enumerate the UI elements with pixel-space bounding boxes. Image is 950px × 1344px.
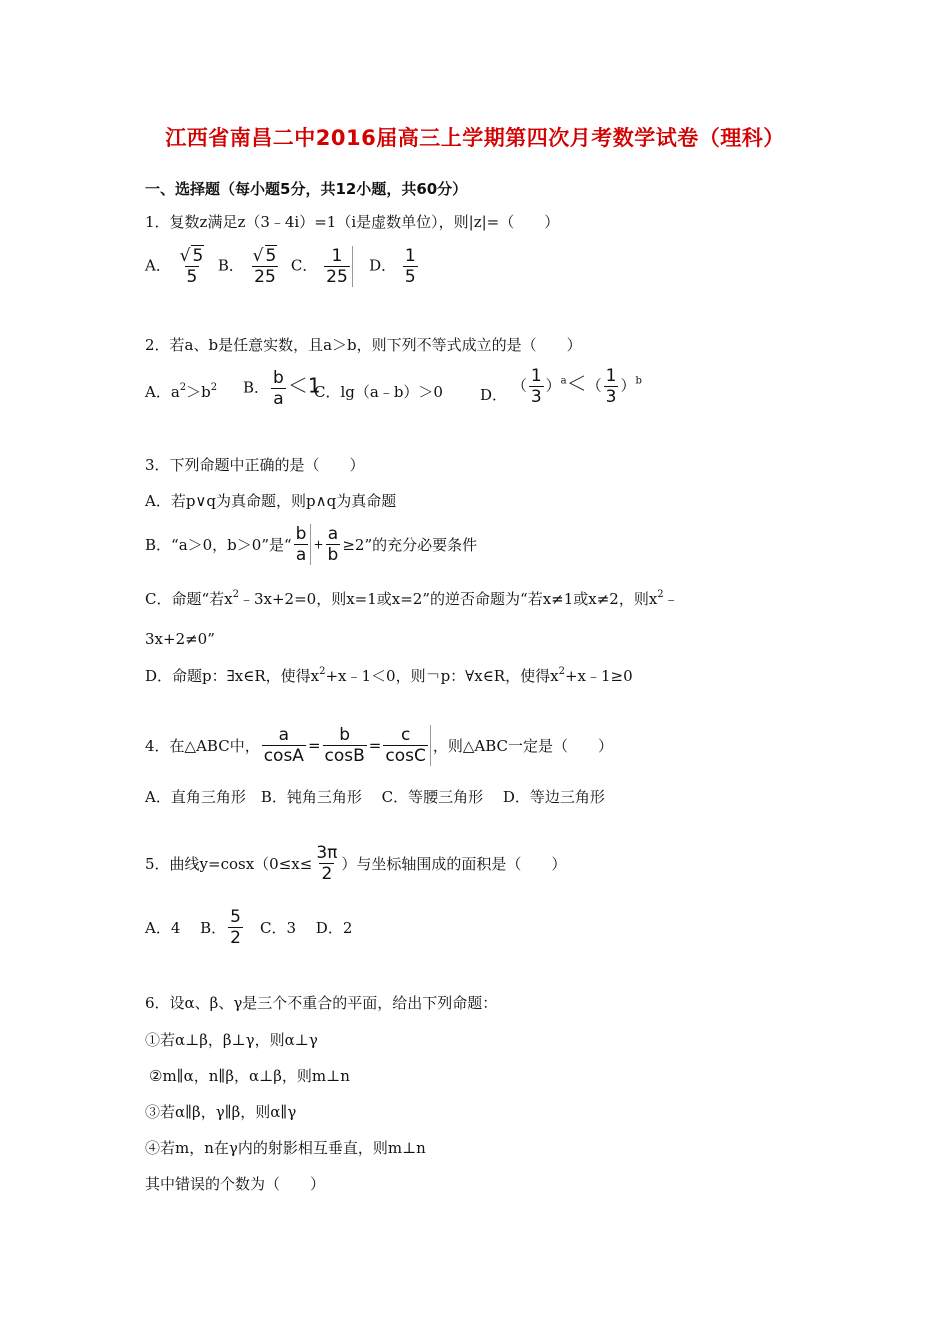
q1-option-c-fraction: $\frac{1}{25}$ [324,246,353,287]
q6-proposition-3: ③若α∥β，γ∥β，则α∥γ [145,1103,297,1121]
question-2-stem: 2．若a、b是任意实数，且a＞b，则下列不等式成立的是（ ） [145,336,582,354]
q6-proposition-2: ②m∥α，n∥β，α⊥β，则m⊥n [149,1067,350,1085]
question-4-stem: 4．在△ABC中， $\frac{a}{\cos A}$ = $\frac{b}{\cos B}$ = $\frac{c}{\cos C}$ ，则△ABC一定是（ ） [145,725,614,766]
q3-fraction-a-over-b: $\frac{a}{b}$ [327,524,339,565]
q4-fraction-a: $\frac{a}{\cos A}$ [263,725,304,766]
q2-option-b: B． $\frac{b}{a}$ ＜1 [243,368,321,409]
question-1-options [145,246,420,287]
page-title: 江西省南昌二中2016届高三上学期第四次月考数学试卷（理科） [165,126,785,150]
q3-option-a: A．若p∨q为真命题，则p∧q为真命题 [145,492,397,510]
question-1-stem: 1．复数z满足z（3﹣4i）=1（i是虚数单位），则|z|=（ ） [145,213,560,231]
q2-option-b-fraction: $\frac{b}{a}$ [273,368,284,409]
question-6-stem: 6．设α、β、γ是三个不重合的平面，给出下列命题： [145,994,498,1012]
q2-option-d-fraction-2: $\frac{1}{3}$ [605,366,617,407]
q5-options: A．4 B． $\frac{5}{2}$ C．3 D．2 [145,907,353,948]
q6-proposition-4: ④若m，n在γ内的射影相互垂直，则m⊥n [145,1139,426,1157]
q6-question: 其中错误的个数为（ ） [145,1175,326,1193]
question-3-stem: 3．下列命题中正确的是（ ） [145,456,365,474]
q1-option-b-label: B． [217,256,244,275]
q1-option-d-label: D． [369,256,397,275]
q4-fraction-c: $\frac{c}{\cos C}$ [383,725,430,766]
q3-fraction-b-over-a: $\frac{b}{a}$ [294,524,312,565]
q2-option-d-fraction-1: $\frac{1}{3}$ [530,366,542,407]
question-5-stem: 5．曲线y=cosx（0≤x≤ $\frac{3\pi}{2}$ ）与坐标轴围成的面积是（ ） [145,843,567,884]
q4-options: A．直角三角形 B．钝角三角形 C．等腰三角形 D．等边三角形 [145,788,605,806]
q3-option-d: D．命题p：∃x∈R，使得$x^2+x﹣1<0$，则￢p：∀x∈R，使得$x^2+x﹣1\ge 0$ [145,666,633,685]
q3-option-c-line-2: 3x+2≠0” [145,630,215,648]
q1-option-c-label: C． [290,256,318,275]
q5-fraction-5-over-2: $\frac{5}{2}$ [230,907,241,948]
section-heading: 一、选择题（每小题5分，共12小题，共60分） [145,180,468,198]
sqrt-icon: √ [179,246,191,266]
q2-option-a: A．$a^2>b^2$ [145,382,218,401]
q2-option-c: C．lg（a﹣b）＞0 [314,383,443,401]
q4-fraction-b: $\frac{b}{\cos B}$ [324,725,365,766]
q1-option-d-fraction: $\frac{1}{5}$ [404,246,416,287]
q3-option-c-line-1: C．命题“若$x^2﹣3x+2=0$，则x=1或x=2”的逆否命题为“若x≠1或x≠2，则$x^2﹣$ [145,589,679,608]
q6-proposition-1: ①若α⊥β，β⊥γ，则α⊥γ [145,1031,318,1049]
q1-option-a-label: A． [145,256,171,275]
q1-option-b-fraction: $\frac{√ 5}{25}$ [252,246,277,287]
sqrt-icon: √ [252,246,264,266]
q3-option-b: B．“a＞0，b＞0”是“ $\frac{b}{a}$ + $\frac{a}{b}$ ≥2”的充分必要条件 [145,524,478,565]
q1-option-a-fraction: $\frac{√ 5}{5}$ [179,246,204,287]
q2-option-d: D． （ $\frac{1}{3}$ ）$^a$＜（ $\frac{1}{3}$ ）$^b$ [480,366,642,407]
q5-fraction-3pi-over-2: $\frac{3\pi}{2}$ [316,843,338,884]
